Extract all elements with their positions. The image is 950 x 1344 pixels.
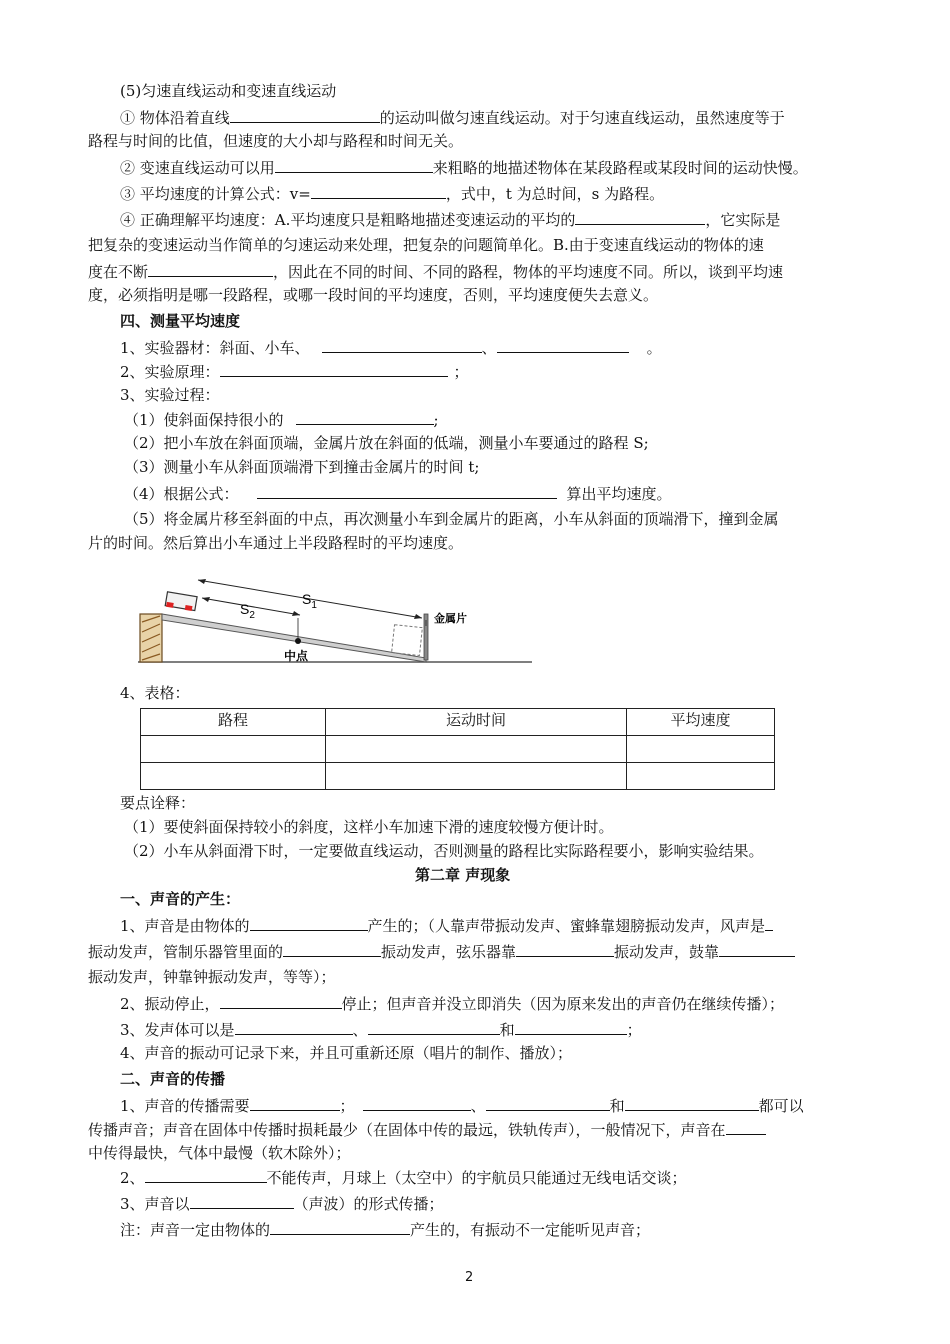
text: 停止；但声音并没立即消失（因为原来发出的声音仍在继续传播）； (341, 995, 785, 1013)
text: 3、声音以 (120, 1195, 190, 1213)
fill-blank[interactable] (726, 1118, 766, 1135)
fill-blank[interactable] (250, 914, 368, 931)
paragraph-line (120, 914, 773, 937)
text: ，因此在不同的时间、不同的路程，物体的平均速度不同。所以，谈到平均速 (273, 263, 784, 281)
text: ，式中，t 为总时间，s 为路程。 (445, 185, 665, 203)
incline-diagram (136, 570, 536, 678)
text: ① 物体沿着直线 (120, 109, 230, 127)
fill-blank[interactable] (275, 156, 433, 173)
paragraph-line: 4、声音的振动可记录下来，并且可重新还原（唱片的制作、播放）； (120, 1044, 573, 1062)
paragraph-line (88, 260, 783, 283)
text: 注：声音一定由物体的 (120, 1221, 271, 1239)
s2-label: $S_2$ (240, 601, 255, 621)
fill-blank[interactable] (486, 1094, 610, 1111)
metal-plate-label: 金属片 (434, 612, 467, 625)
fill-blank[interactable] (368, 1018, 500, 1035)
fill-blank[interactable] (516, 940, 614, 957)
text: 。 (646, 339, 662, 357)
list-item: 4、表格： (120, 684, 190, 702)
fill-blank[interactable] (190, 1192, 294, 1209)
text: 算出平均速度。 (566, 485, 672, 503)
fill-blank[interactable] (270, 1218, 410, 1235)
text: ； (453, 363, 469, 381)
table-header: 运动时间 (326, 709, 627, 736)
list-item: （2）把小车放在斜面顶端，金属片放在斜面的低端，测量小车要通过的路程 S; (124, 434, 649, 452)
paragraph-line (120, 1218, 650, 1241)
fill-blank[interactable] (765, 914, 773, 931)
text: ； (626, 1021, 642, 1039)
section-heading: 一、声音的产生： (120, 890, 241, 908)
paragraph-line (120, 1166, 687, 1189)
table-header-row (141, 709, 775, 736)
s1-label: $S_1$ (302, 591, 317, 611)
text: （1）使斜面保持很小的 (124, 411, 284, 429)
table-cell[interactable] (141, 763, 326, 790)
text: 都可以 (758, 1097, 804, 1115)
text: ② 变速直线运动可以用 (120, 159, 275, 177)
fill-blank[interactable] (497, 336, 629, 353)
text: 振动发声，管制乐器管里面的 (88, 943, 284, 961)
text: 的运动叫做匀速直线运动。对于匀速直线运动，虽然速度等于 (379, 109, 785, 127)
paragraph-line (120, 1192, 444, 1215)
text: ④ 正确理解平均速度：A.平均速度只是粗略地描述变速运动的平均的 (120, 211, 576, 229)
fill-blank[interactable] (220, 360, 448, 377)
paragraph-line (120, 182, 664, 205)
text: 3、发声体可以是 (120, 1021, 235, 1039)
list-item: 片的时间。然后算出小车通过上半段路程时的平均速度。 (88, 534, 464, 552)
list-item: 3、实验过程： (120, 386, 220, 404)
section-title: (5)匀速直线运动和变速直线运动 (120, 82, 337, 100)
text: 1、声音是由物体的 (120, 917, 250, 935)
paragraph-line (120, 992, 784, 1015)
paragraph-line: 振动发声，钟靠钟振动发声，等等）； (88, 968, 336, 986)
table-cell[interactable] (326, 736, 627, 763)
fill-blank[interactable] (575, 208, 705, 225)
table-cell[interactable] (627, 763, 775, 790)
text: 来粗略的地描述物体在某段路程或某段时间的运动快慢。 (432, 159, 808, 177)
data-table (140, 708, 775, 790)
paragraph-line (120, 1094, 804, 1117)
fill-blank[interactable] (625, 1094, 759, 1111)
table-header: 平均速度 (627, 709, 775, 736)
paragraph-line: 路程与时间的比值，但速度的大小却与路程和时间无关。 (88, 132, 464, 150)
fill-blank[interactable] (257, 482, 557, 499)
midpoint-label: 中点 (284, 649, 309, 663)
paragraph-line: 把复杂的变速运动当作简单的匀速运动来处理，把复杂的问题简单化。B.由于变速直线运动的物体的速 (88, 236, 764, 254)
text: 和 (499, 1021, 515, 1039)
text: （声波）的形式传播； (293, 1195, 444, 1213)
text: ; (433, 411, 439, 429)
fill-blank[interactable] (230, 106, 380, 123)
text: 产生的；（人靠声带振动发声、蜜蜂靠翅膀振动发声，风声是 (367, 917, 766, 935)
fill-blank[interactable] (235, 1018, 353, 1035)
text: 、 (470, 1097, 486, 1115)
fill-blank[interactable] (296, 408, 434, 425)
fill-blank[interactable] (363, 1094, 471, 1111)
text: 1、声音的传播需要 (120, 1097, 250, 1115)
page-number: 2 (465, 1270, 474, 1285)
text: 度在不断 (88, 263, 149, 281)
text: 2、振动停止， (120, 995, 220, 1013)
cart-icon (165, 592, 197, 612)
text: ③ 平均速度的计算公式：v= (120, 185, 311, 203)
fill-blank[interactable] (220, 992, 342, 1009)
notes-title: 要点诠释： (120, 794, 196, 812)
table-row (141, 736, 775, 763)
text: 振动发声，鼓靠 (614, 943, 720, 961)
list-item: （5）将金属片移至斜面的中点，再次测量小车到金属片的距离，小车从斜面的顶端滑下，撞到金属 (124, 510, 779, 528)
text: 传播声音；声音在固体中传播时损耗最少（在固体中传的最远，铁轨传声），一般情况下，声音在 (88, 1121, 726, 1139)
section-heading: 四、测量平均速度 (120, 312, 241, 330)
paragraph-line (120, 208, 780, 231)
list-item (124, 408, 439, 431)
text: 产生的，有振动不一定能听见声音； (410, 1221, 651, 1239)
table-cell[interactable] (627, 736, 775, 763)
text: 和 (609, 1097, 625, 1115)
paragraph-line: 度，必须指明是哪一段路程，或哪一段时间的平均速度，否则，平均速度便失去意义。 (88, 286, 659, 304)
table-cell[interactable] (326, 763, 627, 790)
fill-blank[interactable] (145, 1166, 267, 1183)
fill-blank[interactable] (719, 940, 795, 957)
text: 、 (481, 339, 497, 357)
fill-blank[interactable] (515, 1018, 627, 1035)
table-header: 路程 (141, 709, 326, 736)
text: 2、实验原理： (120, 363, 220, 381)
paragraph-line (120, 106, 785, 129)
text: ； (339, 1097, 355, 1115)
list-item: （3）测量小车从斜面顶端滑下到撞击金属片的时间 t; (124, 458, 480, 476)
list-item (120, 336, 662, 359)
text: 2、 (120, 1169, 145, 1187)
fill-blank[interactable] (311, 182, 446, 199)
text: （4）根据公式： (124, 485, 239, 503)
text: ，它实际是 (705, 211, 781, 229)
list-item (120, 360, 469, 383)
fill-blank[interactable] (322, 336, 482, 353)
section-heading: 二、声音的传播 (120, 1070, 226, 1088)
fill-blank[interactable] (250, 1094, 340, 1111)
list-item (124, 482, 672, 505)
paragraph-line (88, 1118, 766, 1141)
paragraph-line (120, 156, 808, 179)
cart-final-position (392, 625, 423, 656)
paragraph-line (120, 1018, 642, 1041)
note-item: （1）要使斜面保持较小的斜度，这样小车加速下滑的速度较慢方便计时。 (124, 818, 614, 836)
text: 振动发声，弦乐器靠 (381, 943, 517, 961)
paragraph-line: 中传得最快，气体中最慢（软木除外）； (88, 1144, 351, 1162)
paragraph-line (88, 940, 795, 963)
table-row (141, 763, 775, 790)
text: 、 (352, 1021, 368, 1039)
fill-blank[interactable] (148, 260, 273, 277)
text: 不能传声，月球上（太空中）的宇航员只能通过无线电话交谈； (266, 1169, 687, 1187)
chapter-title: 第二章 声现象 (415, 866, 511, 884)
table-cell[interactable] (141, 736, 326, 763)
note-item: （2）小车从斜面滑下时，一定要做直线运动，否则测量的路程比实际路程要小，影响实验结果。 (124, 842, 764, 860)
fill-blank[interactable] (283, 940, 381, 957)
text: 1、实验器材：斜面、小车、 (120, 339, 310, 357)
